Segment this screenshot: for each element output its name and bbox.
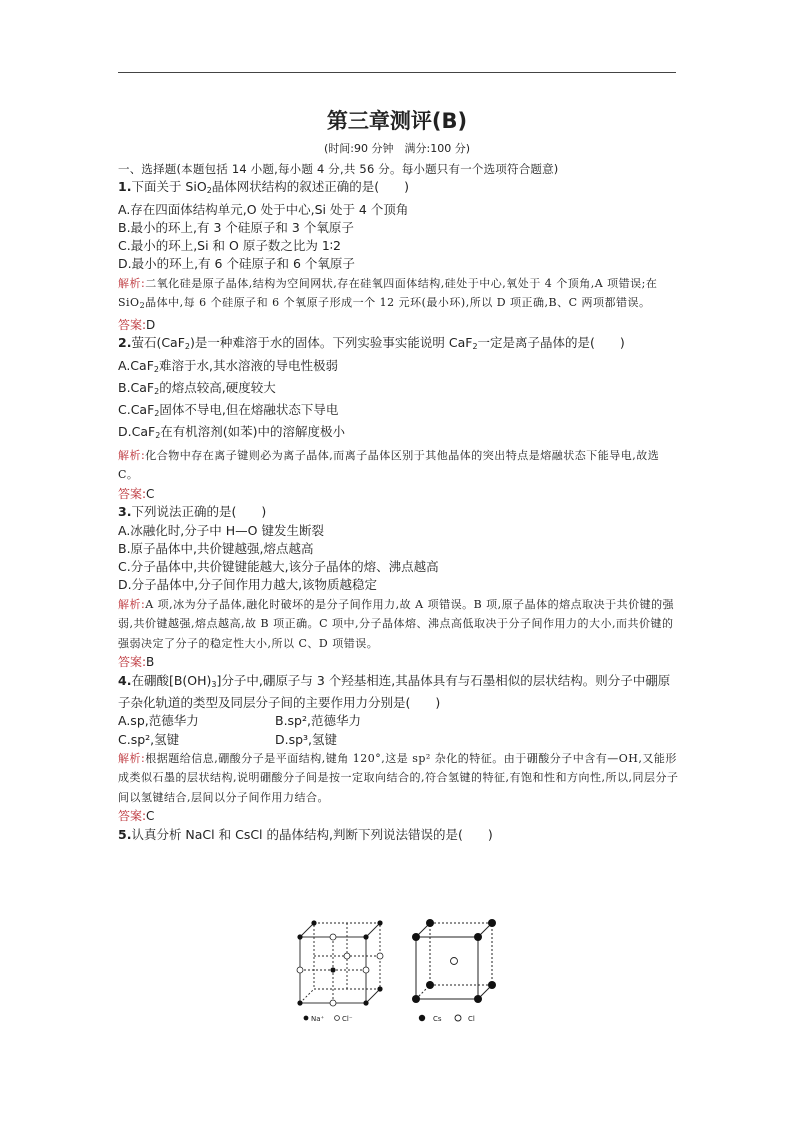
stem-text: 一定是离子晶体的是( ) bbox=[477, 335, 625, 351]
page-title: 第三章测评(B) bbox=[326, 109, 468, 133]
cl-legend-marker bbox=[455, 1015, 461, 1021]
option-a bbox=[118, 357, 680, 379]
options-row-1 bbox=[118, 712, 680, 730]
question-3-explanation bbox=[118, 595, 680, 654]
subscript: 2 bbox=[154, 409, 160, 419]
question-3-stem bbox=[118, 503, 680, 521]
option-a: A.sp,范德华力 bbox=[118, 713, 199, 729]
question-number: 3. bbox=[118, 504, 132, 520]
na-legend-marker bbox=[304, 1016, 309, 1021]
subscript: 2 bbox=[472, 342, 478, 352]
option-a: A.冰融化时,分子中 H—O 键发生断裂 bbox=[118, 522, 324, 538]
content bbox=[118, 160, 680, 844]
option-text: 固体不导电,但在熔融状态下导电 bbox=[159, 402, 339, 418]
subscript: 2 bbox=[153, 364, 159, 374]
question-number: 4. bbox=[118, 672, 132, 688]
stem-text: 晶体网状结构的叙述正确的是( ) bbox=[211, 179, 410, 195]
stem-text: 萤石(CaF bbox=[131, 335, 185, 351]
subscript: 2 bbox=[184, 342, 191, 352]
subscript: 3 bbox=[211, 679, 217, 689]
explanation-text: 二氧化硅是原子晶体,结构为空间网状,存在硅氧四面体结构,硅处于中心,氧处于 4 个顶角,A 项错误;在 SiO bbox=[118, 276, 658, 310]
cl-legend-marker bbox=[335, 1016, 340, 1021]
option-text: A.CaF bbox=[118, 357, 154, 373]
option-d: D.分子晶体中,分子间作用力越大,该物质越稳定 bbox=[118, 577, 378, 593]
stem-text: 下列说法正确的是( ) bbox=[131, 504, 267, 520]
option-a: A.存在四面体结构单元,O 处于中心,Si 处于 4 个顶角 bbox=[118, 201, 409, 217]
question-4-explanation bbox=[118, 749, 680, 808]
question-4-stem bbox=[118, 672, 680, 713]
cl-legend-label: Cl bbox=[468, 1015, 475, 1023]
option-text: 在有机溶剂(如苯)中的溶解度极小 bbox=[160, 424, 346, 440]
question-number: 5. bbox=[118, 826, 132, 842]
nacl-unit-cell bbox=[300, 923, 380, 1003]
option-text: B.CaF bbox=[118, 379, 155, 395]
explanation-text: 晶体中,每 6 个硅原子和 6 个氧原子形成一个 12 元环(最小环),所以 D 项正确,B、C 两项都错误。 bbox=[145, 296, 651, 310]
explanation-text: A 项,冰为分子晶体,融化时破坏的是分子间作用力,故 A 项错误。B 项,原子晶体的熔点取决于共价键的强弱,共价键越强,熔点越高,故 B 项正确。C 项中,分子晶体熔、沸点高低取决于分子间作用力的大小,而共价键的强弱决定了分子的稳定性大小,所以 C、D 项错误。 bbox=[118, 597, 675, 650]
option-b: B.原子晶体中,共价键越强,熔点越高 bbox=[118, 540, 314, 556]
page-subtitle: (时间:90 分钟 满分:100 分) bbox=[324, 142, 470, 155]
explanation-label: 解析: bbox=[118, 276, 146, 290]
answer-label: 答案: bbox=[118, 809, 147, 824]
stem-text: )是一种难溶于水的固体。下列实验事实能说明 CaF bbox=[190, 335, 473, 351]
explanation-label: 解析: bbox=[118, 448, 146, 462]
question-2-stem bbox=[118, 334, 680, 356]
answer-value: C bbox=[146, 809, 155, 824]
option-c: C.分子晶体中,共价键键能越大,该分子晶体的熔、沸点越高 bbox=[118, 559, 439, 575]
stem-text: 认真分析 NaCl 和 CsCl 的晶体结构,判断下列说法错误的是( ) bbox=[131, 826, 493, 842]
cl-legend-label: Cl⁻ bbox=[342, 1015, 353, 1023]
subscript: 2 bbox=[155, 431, 161, 441]
stem-text: ]分子中,硼原子与 3 个羟基相连,其晶体具有与石墨相似的层状结构。则分子中硼原子杂化轨道的类型及同层分子间的主要作用力分别是( ) bbox=[118, 672, 671, 711]
question-1-explanation bbox=[118, 274, 680, 316]
explanation-text: 化合物中存在离子键则必为离子晶体,而离子晶体区别于其他晶体的突出特点是熔融状态下能导电,故选 C。 bbox=[118, 448, 660, 482]
question-2-answer bbox=[118, 485, 680, 504]
options-row-2 bbox=[118, 731, 680, 749]
subscript: 2 bbox=[154, 386, 160, 396]
option-text: D.CaF bbox=[118, 424, 156, 440]
answer-label: 答案: bbox=[118, 655, 147, 670]
question-2-explanation bbox=[118, 446, 680, 485]
cs-legend-marker bbox=[419, 1015, 425, 1021]
stem-text: 下面关于 SiO bbox=[131, 179, 207, 195]
question-number: 2. bbox=[118, 335, 132, 351]
explanation-label: 解析: bbox=[118, 597, 146, 611]
question-3-answer bbox=[118, 653, 680, 672]
option-c: C.sp²,氢键 bbox=[118, 731, 180, 747]
header-rule bbox=[118, 72, 676, 73]
nacl-legend bbox=[304, 1015, 353, 1023]
option-d: D.sp³,氢键 bbox=[275, 731, 338, 747]
question-1-stem bbox=[118, 178, 680, 200]
option-b bbox=[118, 379, 680, 401]
question-1-answer bbox=[118, 316, 680, 335]
option-b: B.最小的环上,有 3 个硅原子和 3 个氧原子 bbox=[118, 219, 354, 235]
question-4-answer bbox=[118, 807, 680, 826]
option-b: B.sp²,范德华力 bbox=[275, 713, 361, 729]
option-text: 的熔点较高,硬度较大 bbox=[159, 379, 276, 395]
option-c: C.最小的环上,Si 和 O 原子数之比为 1∶2 bbox=[118, 238, 341, 254]
answer-value: D bbox=[146, 317, 156, 332]
stem-text: 在硼酸[B(OH) bbox=[131, 672, 212, 688]
option-c bbox=[118, 401, 680, 423]
question-5-stem bbox=[118, 826, 680, 844]
subscript: 2 bbox=[206, 186, 212, 196]
answer-value: B bbox=[146, 655, 155, 670]
cscl-legend bbox=[419, 1015, 475, 1023]
explanation-label: 解析: bbox=[118, 751, 146, 765]
option-d: D.最小的环上,有 6 个硅原子和 6 个氧原子 bbox=[118, 256, 355, 272]
option-d bbox=[118, 423, 680, 445]
option-text: C.CaF bbox=[118, 402, 155, 418]
question-number: 1. bbox=[118, 179, 132, 195]
explanation-text: 根据题给信息,硼酸分子是平面结构,键角 120°,这是 sp² 杂化的特征。由于硼酸分子中含有—OH,又能形成类似石墨的层状结构,说明硼酸分子间是按一定取向结合的,符合氢键的特征,有饱和性和方向性,所以,同层分子间以氢键结合,层间以分子间作用力结合。 bbox=[118, 751, 679, 804]
crystal-structures-figure bbox=[290, 915, 500, 1025]
section-heading: 一、选择题(本题包括 14 小题,每小题 4 分,共 56 分。每小题只有一个选项符合题意) bbox=[118, 162, 559, 176]
answer-label: 答案: bbox=[118, 317, 147, 332]
na-legend-label: Na⁺ bbox=[311, 1015, 325, 1023]
answer-label: 答案: bbox=[118, 486, 147, 501]
cs-legend-label: Cs bbox=[433, 1015, 442, 1023]
subscript: 2 bbox=[139, 301, 146, 311]
answer-value: C bbox=[146, 486, 155, 501]
option-text: 难溶于水,其水溶液的导电性极弱 bbox=[158, 357, 338, 373]
